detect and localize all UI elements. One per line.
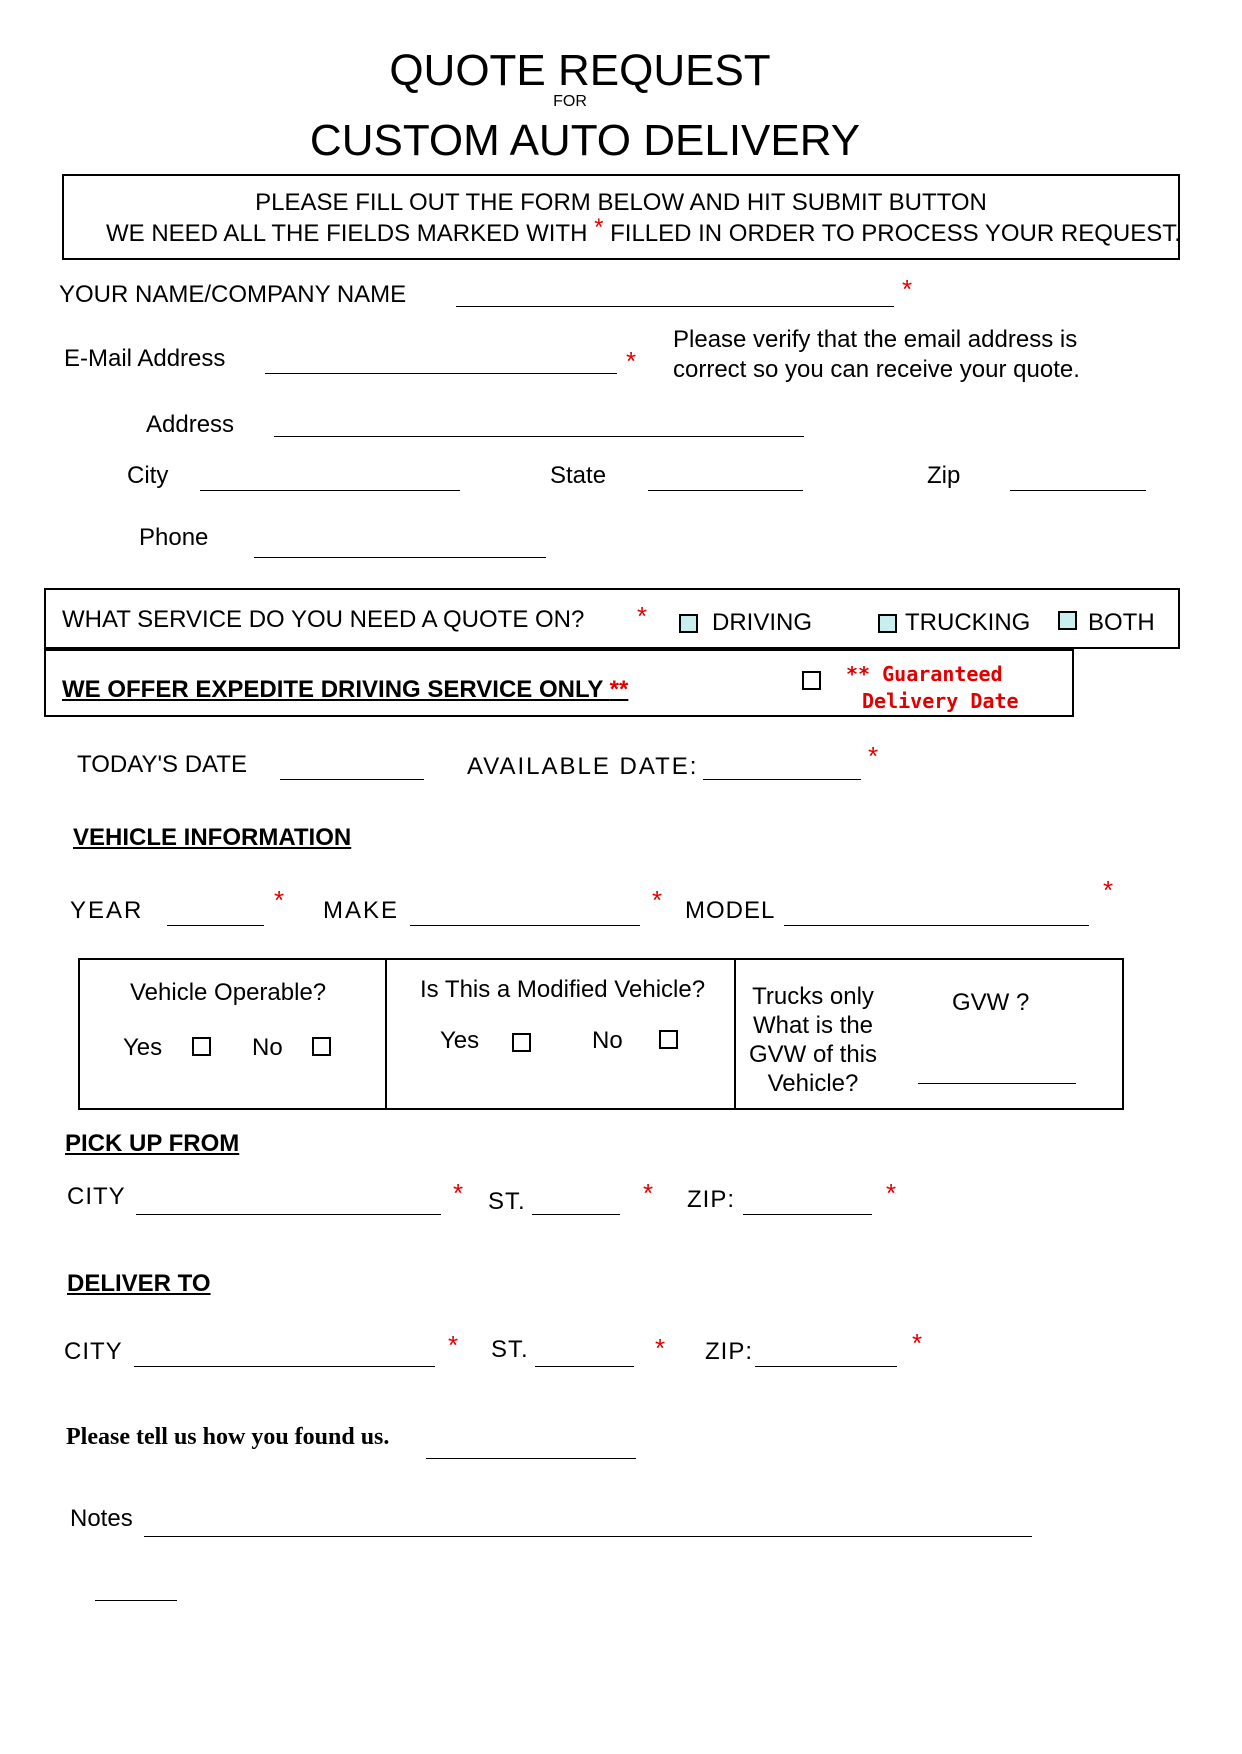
modified-yes-checkbox[interactable] [512, 1033, 531, 1052]
found-us-label: Please tell us how you found us. [66, 1424, 390, 1450]
todays-date-label: TODAY'S DATE [77, 751, 247, 778]
notes-field-continuation[interactable] [95, 1600, 177, 1601]
vehicle-table-divider-1 [385, 958, 387, 1110]
form-subtitle: CUSTOM AUTO DELIVERY [309, 116, 861, 165]
make-field[interactable] [410, 925, 640, 926]
email-label: E-Mail Address [64, 345, 226, 372]
city-field[interactable] [200, 490, 460, 491]
instructions-line-1: PLEASE FILL OUT THE FORM BELOW AND HIT SUBMIT BUTTON [255, 189, 987, 216]
expedite-marker: ** [609, 676, 629, 703]
modified-yes-label: Yes [440, 1027, 480, 1054]
driving-checkbox[interactable] [679, 614, 698, 633]
deliver-zip-label: ZIP: [705, 1338, 754, 1365]
trucking-checkbox[interactable] [878, 614, 897, 633]
guaranteed-checkbox[interactable] [802, 671, 821, 690]
trucks-only-note [740, 982, 886, 1098]
make-required: * [652, 885, 663, 915]
deliver-st-field[interactable] [535, 1366, 634, 1367]
notes-field[interactable] [144, 1536, 1032, 1537]
vehicle-table-divider-2 [734, 958, 736, 1110]
both-checkbox[interactable] [1058, 611, 1077, 630]
instructions-line-2b: FILLED IN ORDER TO PROCESS YOUR REQUEST. [610, 220, 1181, 247]
driving-option-label: DRIVING [712, 609, 813, 636]
deliver-city-field[interactable] [134, 1366, 435, 1367]
state-label: State [550, 462, 607, 489]
phone-field[interactable] [254, 557, 546, 558]
expedite-label [62, 676, 628, 704]
trucks-note-line-2: What is the [752, 1012, 874, 1039]
year-label: YEAR [70, 897, 144, 924]
instructions-line-2 [106, 214, 1181, 248]
deliver-city-label: CITY [64, 1338, 123, 1365]
trucks-note-line-1: Trucks only [752, 983, 874, 1010]
guaranteed-label-2: Delivery Date [862, 689, 1019, 713]
todays-date-field[interactable] [280, 779, 424, 780]
operable-no-label: No [252, 1034, 283, 1061]
pickup-city-field[interactable] [136, 1214, 441, 1215]
modified-no-label: No [592, 1027, 623, 1054]
both-option-label: BOTH [1088, 609, 1155, 636]
address-field[interactable] [274, 436, 804, 437]
available-date-field[interactable] [703, 779, 861, 780]
modified-no-checkbox[interactable] [659, 1030, 678, 1049]
model-label: MODEL [685, 897, 776, 924]
pickup-city-label: CITY [67, 1183, 126, 1210]
pickup-st-label: ST. [488, 1188, 526, 1215]
form-title-for: FOR [553, 93, 587, 110]
name-required: * [902, 274, 913, 304]
modified-question: Is This a Modified Vehicle? [420, 976, 706, 1003]
deliver-heading: DELIVER TO [67, 1270, 211, 1297]
name-label: YOUR NAME/COMPANY NAME [59, 281, 407, 308]
pickup-zip-field[interactable] [743, 1214, 872, 1215]
pickup-heading: PICK UP FROM [65, 1130, 240, 1157]
zip-label: Zip [927, 462, 961, 489]
service-required: * [637, 601, 648, 631]
deliver-city-required: * [448, 1330, 459, 1360]
available-date-required: * [868, 741, 879, 771]
model-field[interactable] [784, 925, 1089, 926]
pickup-zip-label: ZIP: [687, 1186, 736, 1213]
year-field[interactable] [167, 925, 264, 926]
zip-field[interactable] [1010, 490, 1146, 491]
instructions-line-2a: WE NEED ALL THE FIELDS MARKED WITH [106, 220, 588, 247]
pickup-st-field[interactable] [532, 1214, 620, 1215]
year-required: * [274, 885, 285, 915]
operable-no-checkbox[interactable] [312, 1037, 331, 1056]
email-required: * [626, 346, 637, 376]
deliver-zip-required: * [912, 1328, 923, 1358]
email-field[interactable] [265, 373, 617, 374]
make-label: MAKE [323, 897, 400, 924]
available-date-label: AVAILABLE DATE: [467, 753, 699, 780]
vehicle-heading: VEHICLE INFORMATION [73, 824, 352, 851]
service-question: WHAT SERVICE DO YOU NEED A QUOTE ON? [62, 606, 585, 633]
trucks-note-line-4: Vehicle? [767, 1070, 859, 1097]
phone-label: Phone [139, 524, 209, 551]
state-field[interactable] [648, 490, 803, 491]
name-field[interactable] [456, 306, 894, 307]
address-label: Address [146, 411, 235, 438]
deliver-st-required: * [655, 1333, 666, 1363]
trucks-note-line-3: GVW of this [748, 1041, 878, 1068]
operable-yes-label: Yes [123, 1034, 163, 1061]
city-label: City [127, 462, 169, 489]
deliver-zip-field[interactable] [755, 1366, 897, 1367]
guaranteed-label-1: ** Guaranteed [846, 662, 1003, 686]
operable-question: Vehicle Operable? [130, 979, 327, 1006]
email-note-2: correct so you can receive your quote. [673, 356, 1080, 383]
expedite-label-text: WE OFFER EXPEDITE DRIVING SERVICE ONLY [62, 676, 603, 703]
pickup-city-required: * [453, 1178, 464, 1208]
form-title: QUOTE REQUEST [389, 46, 771, 95]
deliver-st-label: ST. [491, 1336, 529, 1363]
required-asterisk: * [594, 214, 604, 241]
pickup-zip-required: * [886, 1178, 897, 1208]
found-us-field[interactable] [426, 1458, 636, 1459]
trucking-option-label: TRUCKING [905, 609, 1031, 636]
notes-label: Notes [70, 1505, 133, 1532]
email-note-1: Please verify that the email address is [673, 326, 1078, 353]
pickup-st-required: * [643, 1178, 654, 1208]
model-required: * [1103, 875, 1114, 905]
operable-yes-checkbox[interactable] [192, 1037, 211, 1056]
gvw-field[interactable] [918, 1083, 1076, 1084]
gvw-label: GVW ? [952, 989, 1030, 1016]
